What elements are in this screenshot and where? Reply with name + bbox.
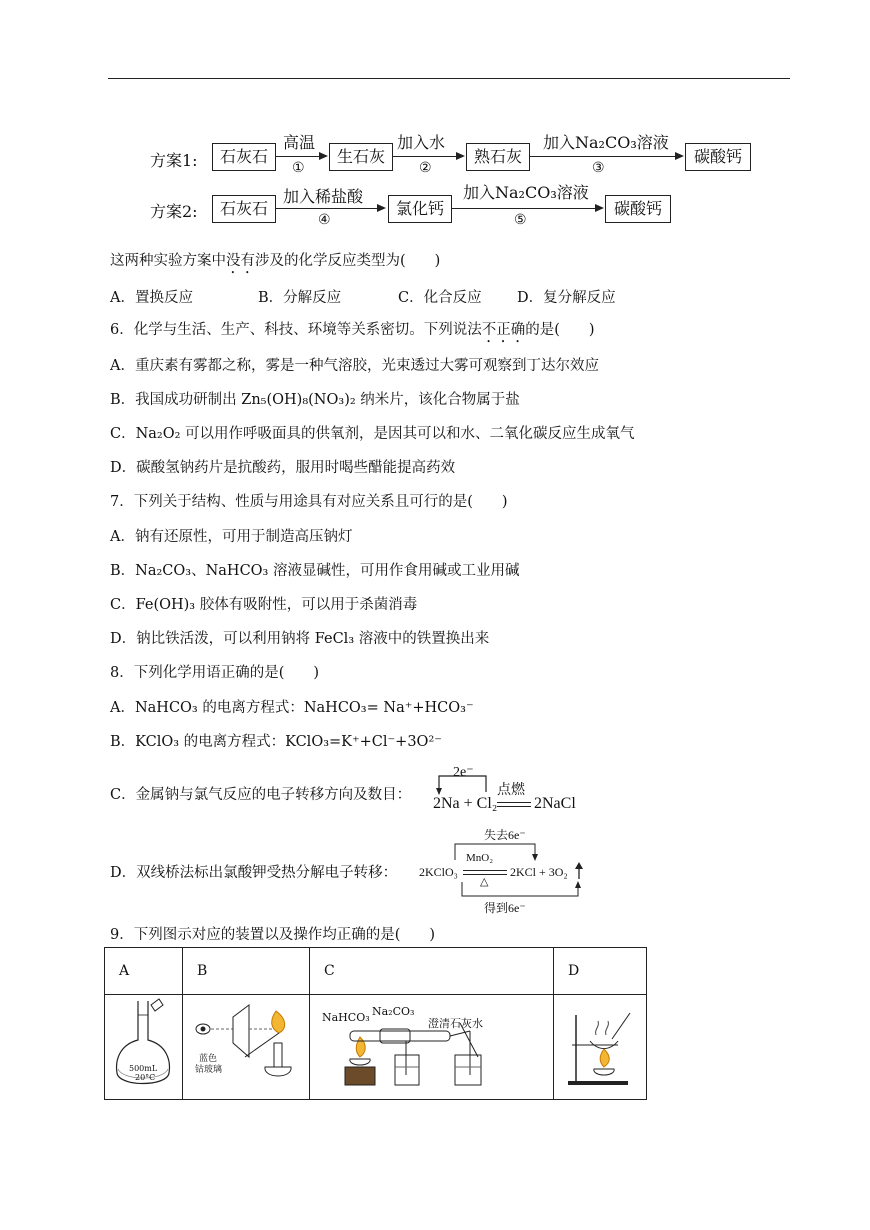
q7-option-b: B．Na₂CO₃、NaHCO₃ 溶液显碱性，可用作食用碱或工业用碱: [110, 563, 520, 579]
scheme-2-cond-2: 加入Na₂CO₃溶液: [463, 183, 589, 202]
scheme-2-box-caco3: 碳酸钙: [605, 195, 671, 223]
q8-d-gain: 得到6e⁻: [484, 901, 526, 915]
q6-option-a: A．重庆素有雾都之称，雾是一种气溶胶，光束透过大雾可观察到丁达尔效应: [110, 358, 599, 374]
evaporation-apparatus-icon: [554, 995, 644, 1095]
q9-header-b: B: [183, 948, 310, 995]
arrow-icon: [276, 208, 384, 209]
flask-volume-label: 500mL: [129, 1064, 158, 1073]
arrow-icon: [452, 208, 602, 209]
q9-stem: 9．下列图示对应的装置以及操作均正确的是( ): [110, 927, 436, 943]
q6-stem-text: 的是( ): [525, 322, 595, 338]
q8-c-electrons: 2e⁻: [453, 765, 474, 780]
scheme-2-step-4: ④: [318, 212, 331, 228]
q6-option-b: B．我国成功研制出 Zn₅(OH)₈(NO₃)₂ 纳米片，该化合物属于盐: [110, 392, 520, 408]
thermal-decomposition-apparatus-icon: [310, 995, 553, 1095]
q8-c-left: 2Na + Cl₂: [433, 795, 498, 812]
scheme-1-box-limestone: 石灰石: [212, 143, 276, 171]
q5-option-b: B．分解反应: [258, 290, 342, 306]
na2co3-label: Na₂CO₃: [372, 1005, 415, 1018]
q7-stem: 7．下列关于结构、性质与用途具有对应关系且可行的是( ): [110, 494, 508, 510]
q7-option-d: D．钠比铁活泼，可以利用钠将 FeCl₃ 溶液中的铁置换出来: [110, 631, 490, 647]
scheme-1-cond-1: 高温: [283, 133, 316, 152]
q5-option-c: C．化合反应: [398, 290, 482, 306]
q9-header-c: C: [310, 948, 554, 995]
q8-option-a: A．NaHCO₃ 的电离方程式：NaHCO₃= Na⁺+HCO₃⁻: [110, 700, 474, 716]
q8-d-heat: △: [480, 876, 489, 888]
scheme-1-box-quicklime: 生石灰: [329, 143, 393, 171]
q9-table: [104, 947, 647, 1100]
q5-stem: [110, 249, 440, 277]
scheme-2-box-cacl2: 氯化钙: [388, 195, 452, 223]
q8-option-b: B．KClO₃ 的电离方程式：KClO₃=K⁺+Cl⁻+3O²⁻: [110, 734, 442, 750]
q8-c-condition: 点燃: [497, 783, 525, 798]
cobalt-glass-label-1: 蓝色: [199, 1054, 218, 1064]
scheme-1-cond-3: 加入Na₂CO₃溶液: [543, 133, 669, 152]
q5-stem-text: 涉及的化学反应类型为( ): [255, 253, 441, 269]
q8-option-c: C．金属钠与氯气反应的电子转移方向及数目：: [110, 787, 412, 803]
q8-stem: 8．下列化学用语正确的是( ): [110, 665, 320, 681]
q8-d-left: 2KClO₃: [419, 865, 458, 879]
q6-stem-text: 6．化学与生活、生产、科技、环境等关系密切。下列说法: [110, 322, 482, 338]
scheme-2-step-5: ⑤: [514, 212, 527, 228]
header-rule: [108, 78, 790, 79]
scheme-1-step-1: ①: [292, 160, 305, 176]
q7-option-c: C．Fe(OH)₃ 胶体有吸附性，可以用于杀菌消毒: [110, 597, 418, 613]
scheme-1-step-3: ③: [592, 160, 605, 176]
q5-stem-text: 这两种实验方案中: [110, 253, 226, 269]
q5-stem-emphasis: 没有: [226, 253, 255, 269]
scheme-1-label: 方案1:: [150, 151, 198, 170]
q6-option-d: D．碳酸氢钠药片是抗酸药，服用时喝些醋能提高药效: [110, 460, 456, 476]
nahco3-label: NaHCO₃: [322, 1011, 370, 1024]
arrow-icon: [276, 156, 326, 157]
scheme-1-box-slaked-lime: 熟石灰: [466, 143, 530, 171]
scheme-2-cond-1: 加入稀盐酸: [283, 187, 364, 206]
arrow-icon: [393, 156, 463, 157]
equals-sign: [497, 802, 531, 807]
scheme-1-cond-2: 加入水: [397, 133, 446, 152]
q8-d-right: 2KCl + 3O₂: [510, 865, 568, 879]
q8-c-right: 2NaCl: [534, 795, 576, 812]
gas-arrow-icon: [574, 862, 584, 880]
q9-header-d: D: [554, 948, 647, 995]
q8-d-catalyst: MnO₂: [466, 852, 494, 864]
electron-transfer-arrow-icon: [436, 772, 496, 796]
scheme-1-box-caco3: 碳酸钙: [685, 143, 751, 171]
scheme-2-box-limestone: 石灰石: [212, 195, 276, 223]
q6-stem-emphasis: 不正确: [481, 322, 526, 338]
q5-option-d: D．复分解反应: [517, 290, 616, 306]
q6-option-c: C．Na₂O₂ 可以用作呼吸面具的供氧剂，是因其可以和水、二氧化碳反应生成氧气: [110, 426, 635, 442]
q7-option-a: A．钠有还原性，可用于制造高压钠灯: [110, 529, 353, 545]
q8-option-d: D．双线桥法标出氯酸钾受热分解电子转移：: [110, 865, 398, 881]
arrow-icon: [530, 156, 682, 157]
q9-cell-b: [183, 995, 310, 1100]
limewater-label: 澄清石灰水: [428, 1017, 483, 1030]
q9-cell-a: [105, 995, 183, 1100]
q9-cell-c: [310, 995, 554, 1100]
scheme-1-step-2: ②: [419, 160, 432, 176]
q9-cell-d: [554, 995, 647, 1100]
cobalt-glass-label-2: 钴玻璃: [195, 1065, 223, 1075]
flame-test-icon: [183, 995, 308, 1095]
q9-header-a: A: [105, 948, 183, 995]
q8-d-lose: 失去6e⁻: [484, 828, 526, 842]
q6-stem: [110, 318, 595, 346]
scheme-2-label: 方案2:: [150, 202, 198, 221]
flask-temp-label: 20°C: [135, 1073, 156, 1082]
q5-option-a: A．置换反应: [110, 290, 193, 306]
